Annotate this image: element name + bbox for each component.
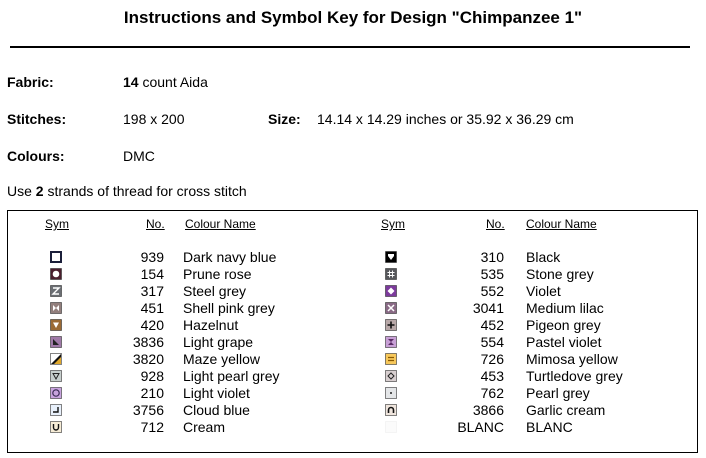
colour-name: Mimosa yellow xyxy=(526,351,618,367)
colour-name: Black xyxy=(526,249,561,265)
colour-name: Hazelnut xyxy=(183,317,239,333)
colour-number: 453 xyxy=(480,368,504,384)
header-no-right: No. xyxy=(486,217,505,231)
colour-name: Garlic cream xyxy=(526,402,606,418)
triangle-corner-icon xyxy=(50,353,62,365)
size-value: 14.14 x 14.29 inches or 35.92 x 36.29 cm xyxy=(317,111,574,127)
cup-icon xyxy=(50,421,62,433)
fabric-count: 14 xyxy=(123,74,139,90)
colour-name: Prune rose xyxy=(183,266,252,282)
header-name-left: Colour Name xyxy=(185,217,256,231)
bowtie-icon xyxy=(50,302,62,314)
colour-number: 3836 xyxy=(132,334,164,350)
fabric-label: Fabric: xyxy=(7,74,54,90)
colour-number: 928 xyxy=(140,368,164,384)
colour-number: 939 xyxy=(140,249,164,265)
hourglass-icon xyxy=(385,336,397,348)
colour-number: 3756 xyxy=(132,402,164,418)
shield-icon xyxy=(385,251,397,263)
circle-icon xyxy=(50,268,62,280)
strands-count: 2 xyxy=(35,183,44,199)
colour-name: Medium lilac xyxy=(526,300,604,316)
triangle-hollow-icon xyxy=(50,370,62,382)
x-icon xyxy=(385,302,397,314)
arch-icon xyxy=(385,404,397,416)
colour-name: Violet xyxy=(526,283,561,299)
equal-box-icon xyxy=(385,353,397,365)
colour-number: 3820 xyxy=(132,351,164,367)
colour-number: 452 xyxy=(480,317,504,333)
triangle-left-icon xyxy=(50,336,62,348)
corner-icon xyxy=(50,404,62,416)
colour-number: 726 xyxy=(480,351,504,367)
colour-name: Stone grey xyxy=(526,266,594,282)
z-icon xyxy=(50,285,62,297)
colour-number: 451 xyxy=(140,300,164,316)
size-label: Size: xyxy=(268,111,301,127)
stitches-value: 198 x 200 xyxy=(123,111,185,127)
hollow-circle-icon xyxy=(50,387,62,399)
colour-number: 552 xyxy=(480,283,504,299)
colour-name: Shell pink grey xyxy=(183,300,275,316)
strands-instruction xyxy=(7,183,247,199)
colour-name: Pastel violet xyxy=(526,334,602,350)
header-no-left: No. xyxy=(146,217,165,231)
colour-name: Light pearl grey xyxy=(183,368,280,384)
plus-icon xyxy=(385,319,397,331)
colour-name: BLANC xyxy=(526,419,573,435)
stitches-label: Stitches: xyxy=(7,111,67,127)
small-diamond-icon xyxy=(385,370,397,382)
triangle-down-icon xyxy=(50,319,62,331)
page-title: Instructions and Symbol Key for Design "Chimpanzee 1" xyxy=(123,8,583,27)
strands-prefix: Use xyxy=(7,183,36,199)
hollow-square-icon xyxy=(50,251,62,263)
header-sym-right: Sym xyxy=(381,217,405,231)
colour-number: 762 xyxy=(480,385,504,401)
colour-number: 420 xyxy=(140,317,164,333)
blank-icon xyxy=(385,421,397,433)
colours-value: DMC xyxy=(123,148,155,164)
colour-name: Turtledove grey xyxy=(526,368,623,384)
fabric-text: count Aida xyxy=(138,74,208,90)
strands-suffix: strands of thread for cross stitch xyxy=(43,183,247,199)
colour-name: Light grape xyxy=(183,334,254,350)
colour-name: Cloud blue xyxy=(183,402,250,418)
colour-name: Steel grey xyxy=(183,283,247,299)
colour-number: 310 xyxy=(480,249,504,265)
colour-name: Light violet xyxy=(183,385,250,401)
colour-name: Pigeon grey xyxy=(526,317,601,333)
colour-name: Pearl grey xyxy=(526,385,590,401)
diamond-icon xyxy=(385,285,397,297)
colour-number: 535 xyxy=(480,266,504,282)
header-sym-left: Sym xyxy=(45,217,69,231)
colour-name: Dark navy blue xyxy=(183,249,277,265)
colour-number: 3866 xyxy=(472,402,504,418)
colour-number: BLANC xyxy=(457,419,504,435)
colour-number: 317 xyxy=(140,283,164,299)
colour-number: 154 xyxy=(140,266,164,282)
colours-label: Colours: xyxy=(7,148,65,164)
title-underline xyxy=(10,46,690,48)
colour-number: 210 xyxy=(140,385,164,401)
fabric-value xyxy=(123,74,208,90)
colour-name: Maze yellow xyxy=(183,351,261,367)
colour-name: Cream xyxy=(183,419,226,435)
colour-number: 712 xyxy=(140,419,164,435)
colour-number: 554 xyxy=(480,334,504,350)
dot-icon xyxy=(385,387,397,399)
colour-number: 3041 xyxy=(472,300,504,316)
header-name-right: Colour Name xyxy=(526,217,597,231)
hash-icon xyxy=(385,268,397,280)
